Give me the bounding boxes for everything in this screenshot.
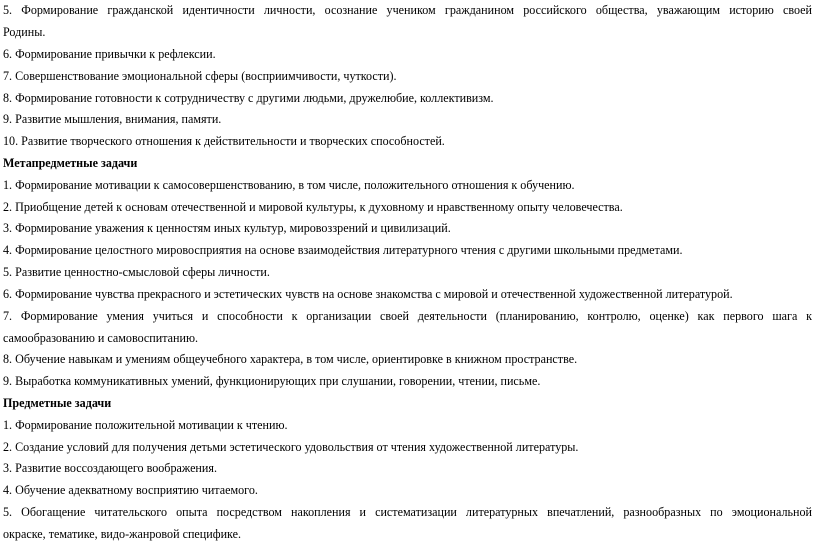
text-line: 1. Формирование положительной мотивации к чтению. bbox=[3, 418, 288, 432]
text-line: 8. Формирование готовности к сотрудничеству с другими людьми, дружелюбие, коллективизм. bbox=[3, 91, 494, 105]
text-line: 1. Формирование мотивации к самосовершенствованию, в том числе, положительного отношения к обучению. bbox=[3, 178, 575, 192]
text-line: самообразованию и самовоспитанию. bbox=[3, 331, 199, 345]
text-line: 4. Обучение адекватному восприятию читаемого. bbox=[3, 483, 258, 497]
text-line: 2. Создание условий для получения детьми эстетического удовольствия от чтения художественной литературы. bbox=[3, 440, 579, 454]
text-line: 2. Приобщение детей к основам отечественной и мировой культуры, к духовному и нравственному опыту человечества. bbox=[3, 200, 623, 214]
text-line: 8. Обучение навыкам и умениям общеучебного характера, в том числе, ориентировке в книжном пространстве. bbox=[3, 352, 578, 366]
text-line: 3. Развитие воссоздающего воображения. bbox=[3, 461, 217, 475]
text-line: 7. Формирование умения учиться и способности к организации своей деятельности (планированию, контролю, оценке) как первого шага к bbox=[3, 309, 812, 323]
text-line: 6. Формирование чувства прекрасного и эстетических чувств на основе знакомства с мировой и отечественной художественной литературой. bbox=[3, 287, 733, 301]
text-line: 5. Развитие ценностно-смысловой сферы личности. bbox=[3, 265, 270, 279]
text-line: Родины. bbox=[3, 25, 46, 39]
text-line: 9. Выработка коммуникативных умений, функционирующих при слушании, говорении, чтении, письме. bbox=[3, 374, 541, 388]
text-line: 6. Формирование привычки к рефлексии. bbox=[3, 47, 216, 61]
section-heading-subject: Предметные задачи bbox=[3, 396, 112, 410]
text-line: окраске, тематике, видо-жанровой специфике. bbox=[3, 527, 242, 541]
text-line: 3. Формирование уважения к ценностям иных культур, мировоззрений и цивилизаций. bbox=[3, 221, 451, 235]
text-line: 4. Формирование целостного мировосприятия на основе взаимодействия литературного чтения с другими школьными предметами. bbox=[3, 243, 683, 257]
text-line: 7. Совершенствование эмоциональной сферы (восприимчивости, чуткости). bbox=[3, 69, 397, 83]
text-line: 10. Развитие творческого отношения к действительности и творческих способностей. bbox=[3, 134, 445, 148]
text-line: 5. Формирование гражданской идентичности личности, осознание учеником гражданином российского общества, уважающим историю своей bbox=[3, 3, 812, 17]
section-heading-metasubject: Метапредметные задачи bbox=[3, 156, 138, 170]
text-line: 5. Обогащение читательского опыта посредством накопления и систематизации литературных впечатлений, разнообразных по эмоциональной bbox=[3, 505, 812, 519]
text-line: 9. Развитие мышления, внимания, памяти. bbox=[3, 112, 222, 126]
